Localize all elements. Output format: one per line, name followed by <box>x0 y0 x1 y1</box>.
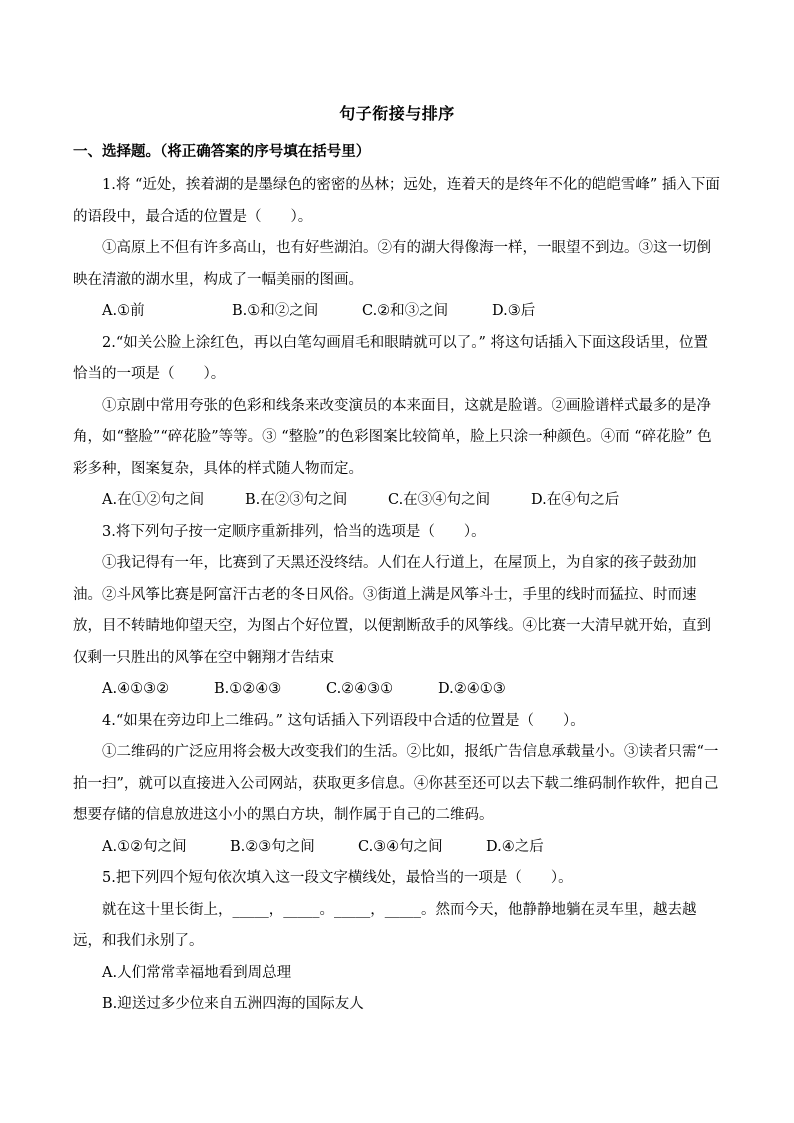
option-c: C.②和③之间 <box>362 303 449 319</box>
option-a: A.在①②句之间 <box>102 492 205 508</box>
question-2-stem: 2.“如关公脸上涂红色，再以白笔勾画眉毛和眼睛就可以了。” 将这句话插入下面这段话里，位置恰当的一项是（ ）。 <box>73 334 709 382</box>
option-b: B.②③句之间 <box>230 838 315 855</box>
question-5-stem: 5.把下列四个短句依次填入这一段文字横线处，最恰当的一项是（ ）。 <box>102 870 573 886</box>
question-4-options <box>73 832 721 864</box>
question-1-passage: ①高原上不但有许多高山，也有好些湖泊。②有的湖大得像海一样，一眼望不到边。③这一切倒映在清澈的湖水里，构成了一幅美丽的图画。 <box>73 240 711 288</box>
question-list <box>73 170 721 1021</box>
question-2-passage: ①京剧中常用夸张的色彩和线条来改变演员的本来面目，这就是脸谱。②画脸谱样式最多的是净角，如“整脸”“碎花脸”等等。③ “整脸”的色彩图案比较简单，脸上只涂一种颜色。④而 “碎花脸” 色彩多种，图案复杂，具体的样式随人物而定。 <box>73 397 712 477</box>
option-c: C.②④③① <box>326 681 394 697</box>
option-b: B.①②④③ <box>214 681 282 697</box>
option-a: A.①②句之间 <box>102 838 187 855</box>
option-b: B.在②③句之间 <box>245 492 348 508</box>
question-5-passage: 就在这十里长街上，_____，_____。_____，_____。然而今天，他静静地躺在灵车里，越去越远，和我们永别了。 <box>73 901 697 949</box>
question-2-options <box>73 485 721 517</box>
option-a: A.①前 <box>102 303 145 319</box>
question-3-stem: 3.将下列句子按一定顺序重新排列，恰当的选项是（ ）。 <box>102 523 486 540</box>
option-d: D.③后 <box>492 303 536 319</box>
question-5-option-b: B.迎送过多少位来自五洲四海的国际友人 <box>102 996 364 1012</box>
option-c: C.在③④句之间 <box>388 492 491 508</box>
section-heading: 一、选择题。（将正确答案的序号填在括号里） <box>73 144 371 160</box>
question-3-passage: ①我记得有一年，比赛到了天黑还没终结。人们在人行道上，在屋顶上，为自家的孩子鼓劲加油。②斗风筝比赛是阿富汗古老的冬日风俗。③街道上满是风筝斗士，手里的线时而猛拉、时而速放，目不转睛地仰望天空，为图占个好位置，以便割断敌手的风筝线。④比赛一大清早就开始，直到仅剩一只胜出的风筝在空中翱翔才告结束 <box>73 555 711 666</box>
question-3-options <box>73 674 721 706</box>
question-1-options <box>73 296 721 328</box>
question-4-stem: 4.“如果在旁边印上二维码。” 这句话插入下列语段中合适的位置是（ ）。 <box>102 712 585 729</box>
page-title: 句子衔接与排序 <box>339 104 455 123</box>
question-5-option-a: A.人们常常幸福地看到周总理 <box>102 964 292 981</box>
option-d: D.在④句之后 <box>531 492 620 508</box>
option-b: B.①和②之间 <box>232 303 319 319</box>
question-1-stem: 1.将 “近处，挨着湖的是墨绿色的密密的丛林；远处，连着天的是终年不化的皑皑雪峰” 插入下面的语段中，最合适的位置是（ ）。 <box>73 177 720 225</box>
option-c: C.③④句之间 <box>358 838 443 855</box>
option-d: D.④之后 <box>486 838 544 855</box>
option-a: A.④①③② <box>102 681 170 697</box>
question-4-passage: ①二维码的广泛应用将会极大改变我们的生活。②比如，报纸广告信息承载量小。③读者只需“一拍一扫”，就可以直接进入公司网站，获取更多信息。④你甚至还可以去下载二维码制作软件，把自己想要存储的信息放进这小小的黑白方块，制作属于自己的二维码。 <box>73 744 719 823</box>
option-d: D.②④①③ <box>438 681 506 697</box>
